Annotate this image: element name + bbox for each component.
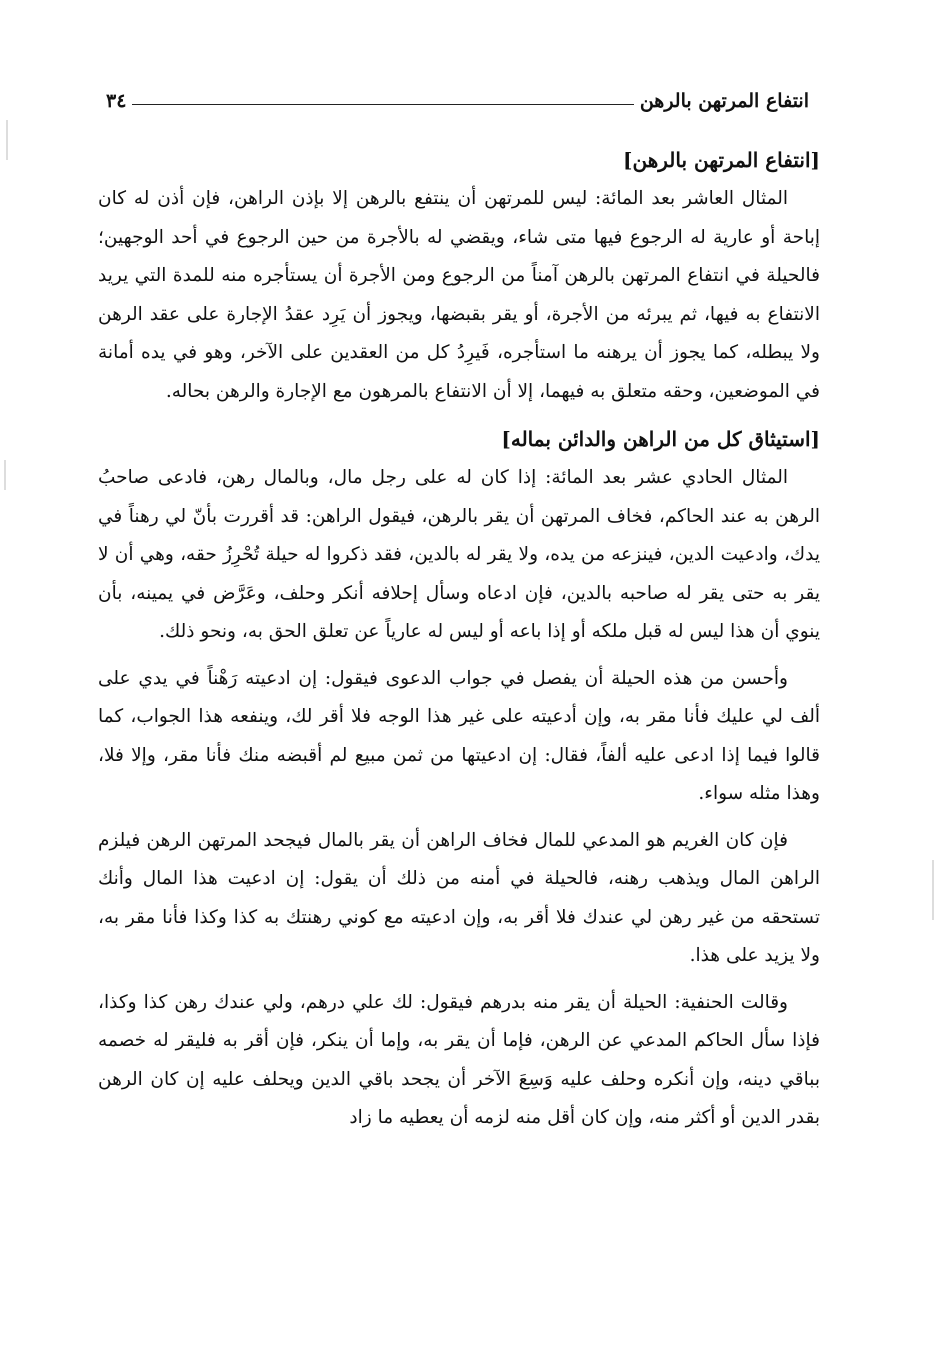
paragraph: المثال الحادي عشر بعد المائة: إذا كان له على رجل مال، وبالمال رهن، فادعى صاحبُ الرهن به عند الحاكم، فخاف المرتهن أن يقر بالرهن، فيقول الراهن: قد أقررت بأنّ لي رهناً في يدك، وادعيت الدين، فينزعه من يده، ولا يقر له بالدين، فقد ذكروا له حيلة تُحْرِزُ حقه، وهي أن لا يقر به حتى يقر له صاحبه بالدين، فإن ادعاه وسأل إحلافه أنكر وحلف، وعَرَّض في يمينه، بأن ينوي أن هذا ليس له قبل ملكه أو إذا باعه أو ليس له عارياً عن تعلق الحق به، ونحو ذلك. [98,467,820,642]
scan-edge-mark [4,460,6,490]
paragraph: وقالت الحنفية: الحيلة أن يقر منه بدرهم فيقول: لك علي درهم، ولي عندك رهن كذا وكذا، فإذا سأل الحاكم المدعي عن الرهن، فإما أن يقر به، وإما أن ينكر، فإن أقر به فليقر له خصمه بباقي دينه، وإن أنكره وحلف عليه وَسِعَ الآخر أن يجحد باقي الدين ويحلف عليه إن كان الرهن بقدر الدين أو أكثر منه، وإن كان أقل منه لزمه أن يعطيه ما زاد [98,991,820,1128]
running-title: انتفاع المرتهن بالرهن [639,90,809,112]
page-number: ٣٤ [106,90,127,112]
scan-edge-mark [6,120,8,160]
running-header [96,84,819,118]
page-body [98,136,820,1138]
paragraph: وأحسن من هذه الحيلة أن يفصل في جواب الدعوى فيقول: إن ادعيته رَهْناً في يدي على ألف لي عليك فأنا مقر به، وإن أدعيته على غير هذا الوجه فلا أقر لك، وينفعه هذا الجواب، كما قالوا فيما إذا ادعى عليه ألفاً، فقال: إن ادعيتها من ثمن مبيع لم أقبضه منك فأنا مقر، وإلا فلا، وهذا مثله سواء. [98,667,820,804]
section-heading: [استيثاق كل من الراهن والدائن بماله] [501,427,820,451]
scan-edge-mark [932,860,934,920]
paragraph: المثال العاشر بعد المائة: ليس للمرتهن أن ينتفع بالرهن إلا بإذن الراهن، فإن أذن له كان إباحة أو عارية له الرجوع فيها متى شاء، ويقضي له بالأجرة من حين الرجوع في أحد الوجهين؛ فالحيلة في انتفاع المرتهن بالرهن آمناً من الرجوع ومن الأجرة أن يستأجره منه للمدة التي يريد الانتفاع به فيها، ثم يبرئه من الأجرة، أو يقر بقبضها، ويجوز أن يَرِد عقدُ الإجارة على عقد الرهن ولا يبطله، كما يجوز أن يرهنه ما استأجره، فَيرِدُ كل من العقدين على الآخر، وهو في يده أمانة في الموضعين، وحقه متعلق به فيهما، إلا أن الانتفاع بالمرهون مع الإجارة والرهن بحاله. [98,188,820,402]
section-heading: [انتفاع المرتهن بالرهن] [623,148,820,172]
header-rule [132,104,633,105]
paragraph: فإن كان الغريم هو المدعي للمال فخاف الراهن أن يقر بالمال فيجحد المرتهن الرهن فيلزم الراهن المال ويذهب رهنه، فالحيلة في أمنه من ذلك أن يقول: إن ادعيت هذا المال وأنك تستحقه من غير رهن لي عندك فلا أقر به، وإن ادعيته مع كوني رهنتك به كذا وكذا فأنا مقر به، ولا يزيد على هذا. [98,829,820,966]
